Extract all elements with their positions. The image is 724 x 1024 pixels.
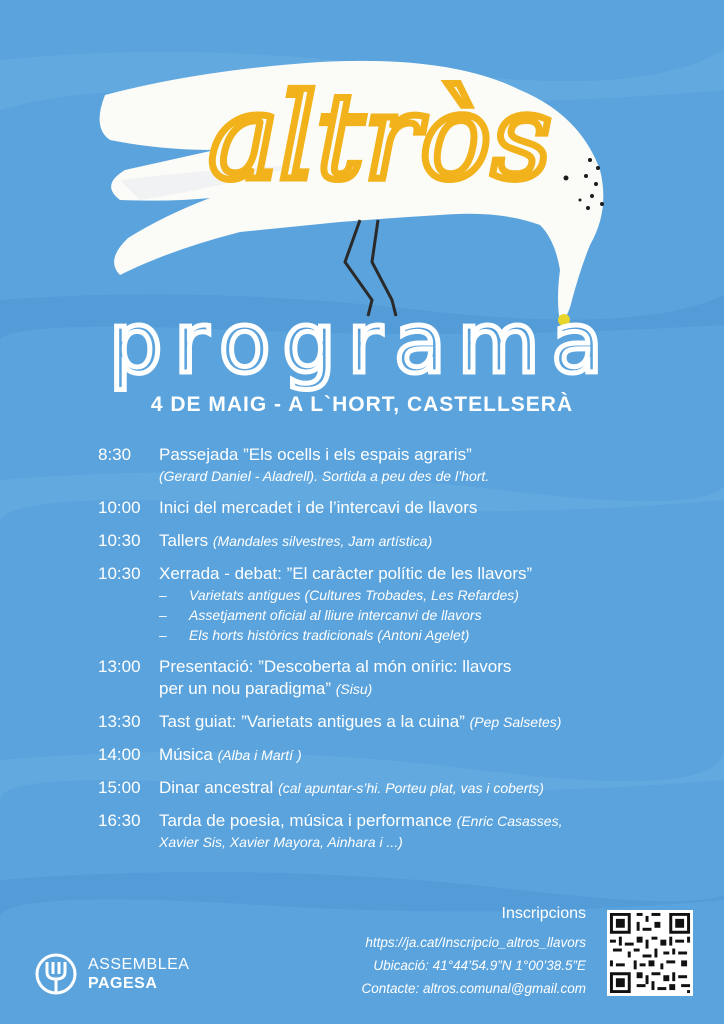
sub-item-dash: – bbox=[159, 587, 167, 603]
program-entry bbox=[98, 563, 698, 645]
program-entry bbox=[98, 777, 698, 799]
entry-time: 13:00 bbox=[98, 657, 141, 676]
entry-title: Tallers bbox=[159, 531, 209, 550]
entry-note: (cal apuntar-s’hi. Porteu plat, vas i coberts) bbox=[278, 780, 544, 796]
entry-time: 15:00 bbox=[98, 778, 141, 797]
entry-time: 16:30 bbox=[98, 811, 141, 830]
entry-time: 10:30 bbox=[98, 531, 141, 550]
entry-note: (Pep Salsetes) bbox=[469, 714, 562, 730]
program-entry bbox=[98, 711, 698, 733]
program-entry bbox=[98, 530, 698, 552]
organisation-line-1: ASSEMBLEA bbox=[88, 956, 190, 973]
qr-code-icon[interactable] bbox=[607, 910, 693, 996]
sub-item-text: Assetjament oficial al lliure intercanvi de llavors bbox=[189, 607, 482, 623]
entry-title-continued: per un nou paradigma” bbox=[159, 679, 332, 698]
registration-link[interactable]: https://ja.cat/Inscripcio_altros_llavors bbox=[365, 935, 586, 950]
header-illustration bbox=[0, 0, 724, 400]
registration-heading: Inscripcions bbox=[501, 905, 586, 922]
entry-title: Inici del mercadet i de l’intercavi de llavors bbox=[159, 498, 478, 517]
sub-item bbox=[159, 605, 698, 625]
entry-note: (Enric Casasses, bbox=[456, 813, 563, 829]
entry-title: Passejada ”Els ocells i els espais agraris” bbox=[159, 445, 472, 464]
entry-time: 13:30 bbox=[98, 712, 141, 731]
registration-info bbox=[226, 905, 586, 1000]
fork-logo-icon bbox=[34, 952, 78, 996]
program-entry bbox=[98, 497, 698, 519]
entry-time: 8:30 bbox=[98, 445, 132, 464]
entry-time: 10:00 bbox=[98, 498, 141, 517]
organisation-name bbox=[88, 955, 189, 993]
program-entry bbox=[98, 744, 698, 766]
program-heading: programa bbox=[108, 294, 616, 392]
entry-time: 10:30 bbox=[98, 564, 141, 583]
poster-title: altròs bbox=[208, 68, 552, 206]
entry-title: Xerrada - debat: ”El caràcter polític de les llavors” bbox=[159, 564, 533, 583]
entry-title: Tarda de poesia, música i performance bbox=[159, 811, 452, 830]
entry-time: 14:00 bbox=[98, 745, 141, 764]
sub-item-dash: – bbox=[159, 607, 167, 623]
event-date-location: 4 DE MAIG - A L`HORT, CASTELLSERÀ bbox=[150, 393, 574, 416]
entry-note: (Sisu) bbox=[335, 681, 373, 697]
program-entry bbox=[98, 810, 698, 852]
entry-note: (Alba i Martí ) bbox=[217, 747, 302, 763]
sub-item bbox=[159, 625, 698, 645]
program-entry bbox=[98, 444, 698, 486]
sub-item-dash: – bbox=[159, 627, 167, 643]
program-list bbox=[98, 444, 698, 863]
organisation-line-2: PAGESA bbox=[88, 975, 158, 992]
sub-item bbox=[159, 585, 698, 605]
program-entry bbox=[98, 656, 698, 700]
entry-detail: Xavier Sis, Xavier Mayora, Ainhara i ...) bbox=[159, 834, 403, 850]
sub-item-text: Varietats antigues (Cultures Trobades, Les Refardes) bbox=[189, 587, 519, 603]
entry-detail: (Gerard Daniel - Aladrell). Sortida a peu des de l’hort. bbox=[159, 468, 490, 484]
entry-note: (Mandales silvestres, Jam artística) bbox=[212, 533, 433, 549]
entry-title: Dinar ancestral bbox=[159, 778, 274, 797]
entry-title: Música bbox=[159, 745, 213, 764]
entry-title: Tast guiat: ”Varietats antigues a la cuina” bbox=[159, 712, 465, 731]
sub-item-text: Els horts històrics tradicionals (Antoni Agelet) bbox=[189, 627, 470, 643]
entry-title: Presentació: ”Descoberta al món oníric: llavors bbox=[159, 657, 512, 676]
location-coordinates: Ubicació: 41°44’54.9”N 1°00’38.5”E bbox=[373, 958, 586, 973]
contact-email[interactable]: Contacte: altros.comunal@gmail.com bbox=[361, 981, 586, 996]
